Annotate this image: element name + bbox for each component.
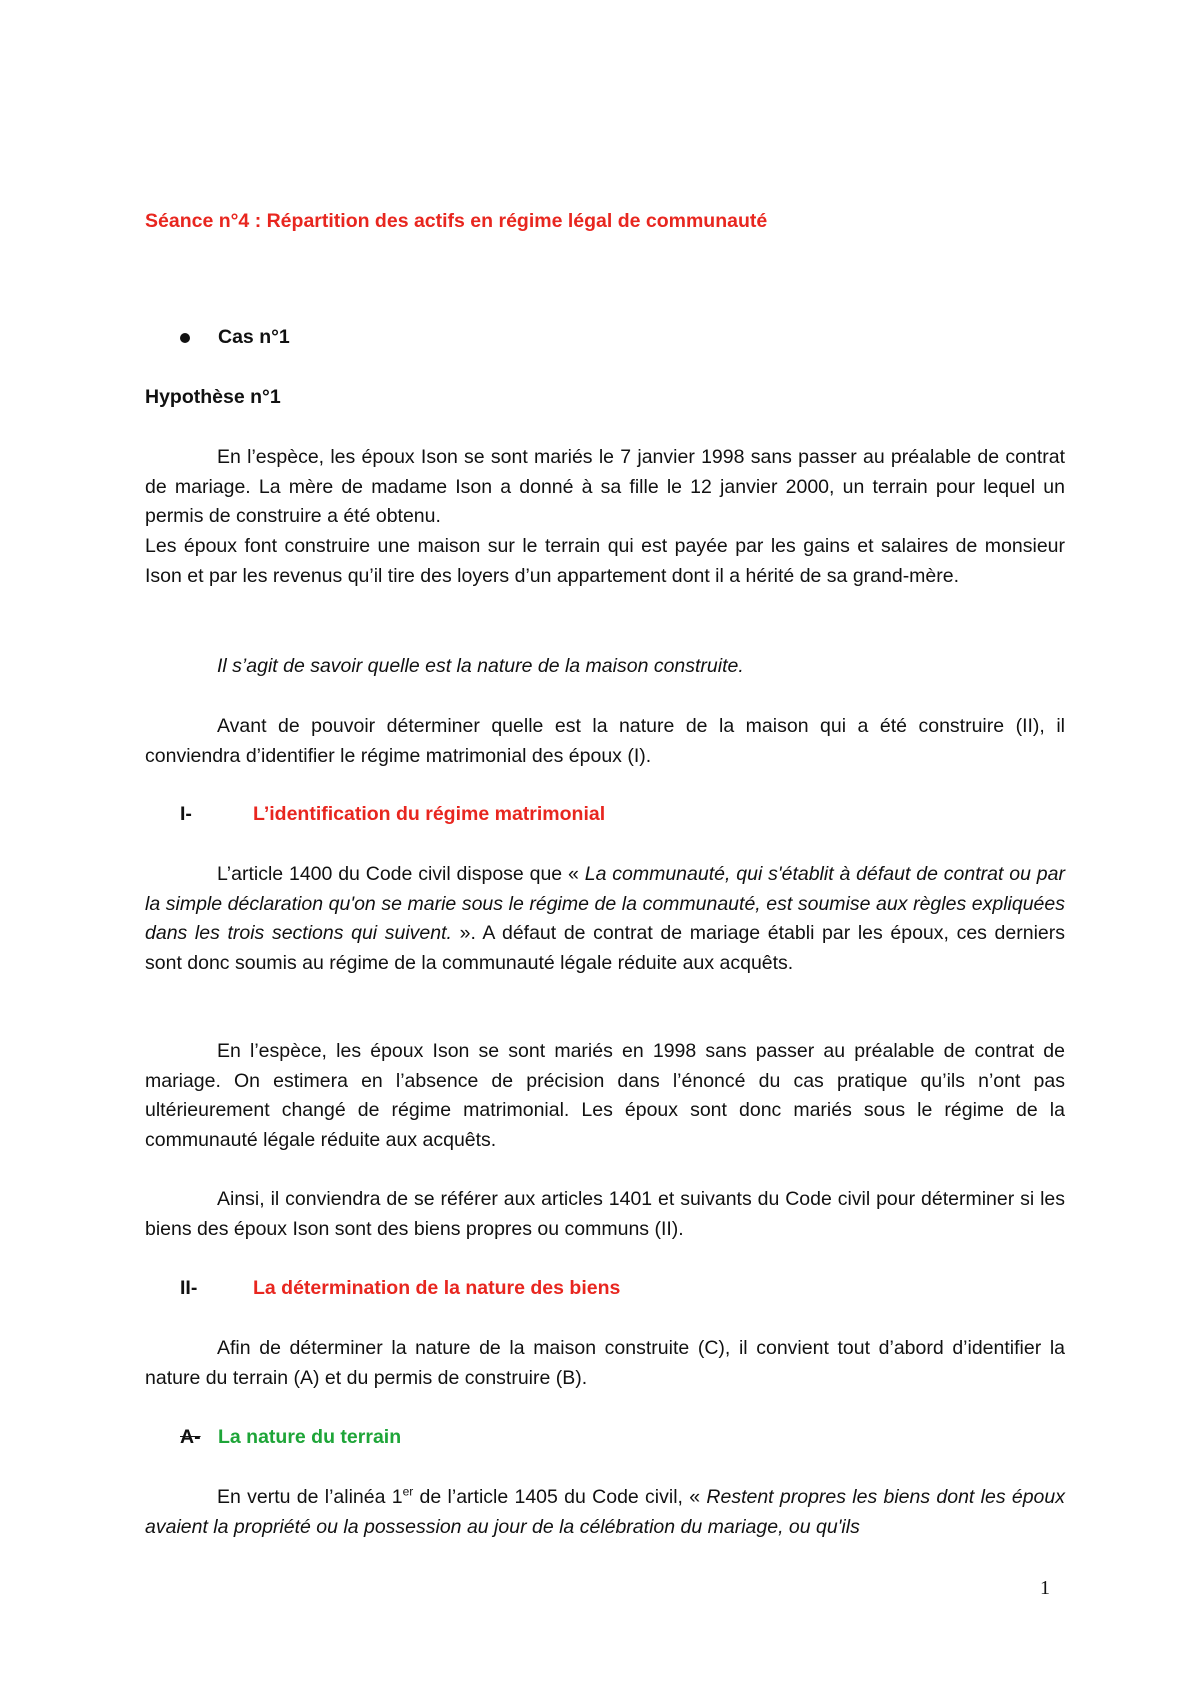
article-1405-intro-cont: de l’article 1405 du Code civil, «	[413, 1486, 707, 1508]
paragraph-facts: En l’espèce, les époux Ison se sont mariés le 7 janvier 1998 sans passer au préalable de contrat de mariage. La mère de madame Ison a donné à sa fille le 12 janvier 2000, un terrain pour lequel un permis de construire a été obtenu.	[145, 446, 1065, 527]
paragraph-plan: Afin de déterminer la nature de la maison construite (C), il convient tout d’abord d’identifier la nature du terrain (A) et du permis de construire (B).	[145, 1337, 1065, 1389]
section-1-number: I-	[180, 803, 192, 825]
case-label: Cas n°1	[218, 326, 290, 348]
article-1400-conclusion: ». A défaut de contrat de mariage établi par les époux, ces derniers sont donc soumis au régime de la communauté légale réduite aux acquêts.	[145, 922, 1065, 974]
subsection-a-title: La nature du terrain	[218, 1426, 402, 1448]
paragraph-transition: Ainsi, il conviendra de se référer aux articles 1401 et suivants du Code civil pour déterminer si les biens des époux Ison sont des biens propres ou communs (II).	[145, 1188, 1065, 1240]
bullet-icon	[180, 333, 190, 343]
article-1405-intro: En vertu de l’alinéa 1	[217, 1486, 403, 1508]
section-2-title: La détermination de la nature des biens	[253, 1277, 621, 1299]
section-2-number: II-	[180, 1277, 198, 1299]
article-1400-intro: L’article 1400 du Code civil dispose que «	[217, 863, 585, 885]
paragraph-problem: Il s’agit de savoir quelle est la nature de la maison construite.	[217, 655, 744, 677]
hypothesis-heading: Hypothèse n°1	[145, 386, 281, 408]
subsection-a-number	[180, 1423, 201, 1453]
paragraph-article-1405	[145, 1483, 1065, 1542]
page-number: 1	[1040, 1577, 1050, 1599]
article-1405-quote: Restent propres les biens dont les époux avaient la propriété ou la possession au jour de la célébration du mariage, ou qu'ils	[145, 1486, 1065, 1538]
superscript-er: er	[402, 1484, 414, 1499]
document-title: Séance n°4 : Répartition des actifs en régime légal de communauté	[145, 210, 768, 232]
paragraph-facts-continued: Les époux font construire une maison sur le terrain qui est payée par les gains et salaires de monsieur Ison et par les revenus qu’il tire des loyers d’un appartement dont il a hérité de sa grand-mère.	[145, 535, 1065, 587]
section-1-title: L’identification du régime matrimonial	[253, 803, 606, 825]
article-1400-quote: La communauté, qui s'établit à défaut de contrat ou par la simple déclaration qu'on se marie sous le régime de la communauté, est soumise aux règles expliquées dans les trois sections qui suivent.	[145, 863, 1065, 944]
paragraph-application: En l’espèce, les époux Ison se sont mariés en 1998 sans passer au préalable de contrat de mariage. On estimera en l’absence de précision dans l’énoncé du cas pratique qu’ils n’ont pas ultérieurement changé de régime matrimonial. Les époux sont donc mariés sous le régime de la communauté légale réduite aux acquêts.	[145, 1040, 1065, 1151]
paragraph-announcement: Avant de pouvoir déterminer quelle est la nature de la maison qui a été construire (II), il conviendra d’identifier le régime matrimonial des époux (I).	[145, 715, 1065, 767]
subsection-a-label: A-	[180, 1426, 201, 1448]
paragraph-article-1400	[145, 860, 1065, 978]
